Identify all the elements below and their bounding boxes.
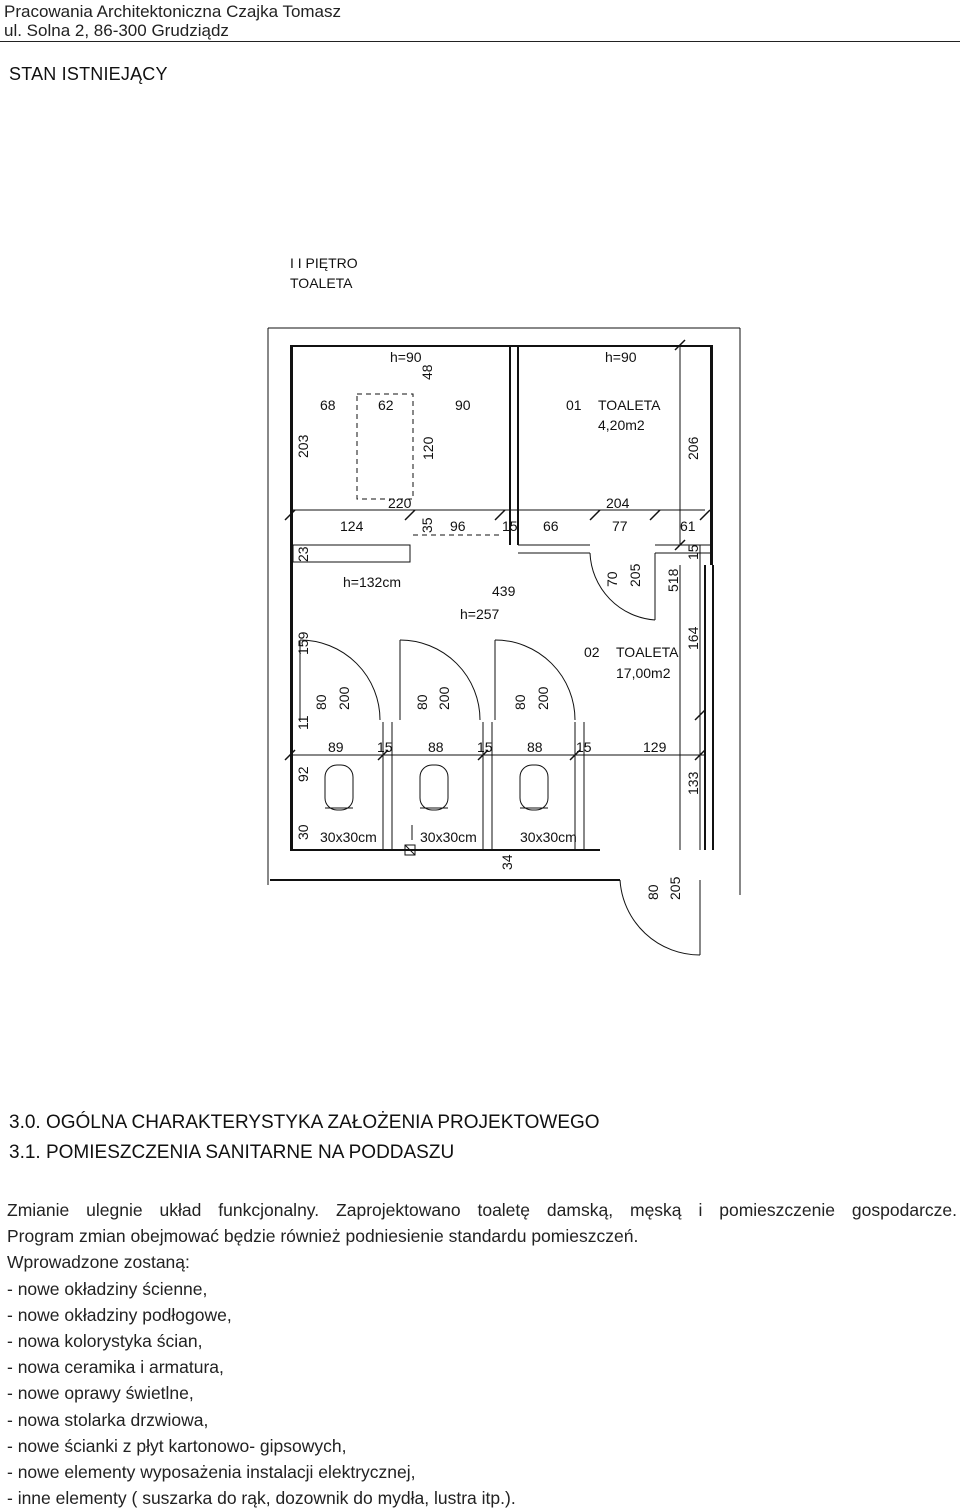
floor-plan bbox=[0, 240, 760, 960]
paragraph-line-2: Program zmian obejmować będzie również podniesienie standardu pomieszczeń. bbox=[7, 1226, 639, 1247]
tile-size-1: 30x30cm bbox=[320, 829, 377, 845]
tile-size-3: 30x30cm bbox=[520, 829, 577, 845]
dim-89: 89 bbox=[328, 739, 344, 755]
dim-80-c: 80 bbox=[512, 694, 528, 710]
list-item: - nowe elementy wyposażenia instalacji elektrycznej, bbox=[7, 1462, 416, 1483]
room-01-name: TOALETA bbox=[598, 397, 661, 413]
dim-220: 220 bbox=[388, 495, 412, 511]
paragraph-line-3: Wprowadzone zostaną: bbox=[7, 1252, 190, 1273]
dim-h90-a: h=90 bbox=[390, 349, 422, 365]
dim-88-b: 88 bbox=[527, 739, 543, 755]
dim-205-a: 205 bbox=[627, 563, 643, 587]
dim-77: 77 bbox=[612, 518, 628, 534]
dim-80-b: 80 bbox=[414, 694, 430, 710]
dim-164: 164 bbox=[685, 626, 701, 650]
dim-204: 204 bbox=[606, 495, 630, 511]
dim-92: 92 bbox=[295, 766, 311, 782]
dim-15-b: 15 bbox=[685, 544, 701, 560]
dim-48: 48 bbox=[419, 364, 435, 380]
paragraph-line-1: Zmianie ulegnie układ funkcjonalny. Zaprojektowano toaletę damską, męską i pomieszczenie gospodarcze. bbox=[7, 1200, 957, 1220]
dim-15-a: 15 bbox=[502, 518, 518, 534]
dim-205-b: 205 bbox=[667, 876, 683, 900]
section-heading-3-1: 3.1. POMIESZCZENIA SANITARNE NA PODDASZU bbox=[9, 1142, 455, 1163]
list-item: - nowe ścianki z płyt kartonowo- gipsowych, bbox=[7, 1435, 347, 1456]
room-02-number: 02 bbox=[584, 644, 600, 660]
dim-203: 203 bbox=[295, 434, 311, 458]
company-address: ul. Solna 2, 86-300 Grudziądz bbox=[4, 21, 229, 40]
dim-30: 30 bbox=[295, 824, 311, 840]
floor-label: I I PIĘTRO bbox=[290, 255, 358, 271]
document-header bbox=[4, 2, 341, 40]
dim-200-b: 200 bbox=[436, 686, 452, 710]
dim-23: 23 bbox=[295, 546, 311, 562]
dim-11: 11 bbox=[295, 715, 311, 730]
room-02-area: 17,00m2 bbox=[616, 665, 671, 681]
dim-15-d: 15 bbox=[477, 739, 493, 755]
dim-439: 439 bbox=[492, 583, 516, 599]
dim-15-c: 15 bbox=[377, 739, 393, 755]
list-item: - nowe oprawy świetlne, bbox=[7, 1383, 194, 1404]
list-item: - nowe okładziny ścienne, bbox=[7, 1278, 208, 1299]
dim-206: 206 bbox=[685, 436, 701, 460]
dim-90: 90 bbox=[455, 397, 471, 413]
state-title: STAN ISTNIEJĄCY bbox=[9, 64, 168, 84]
dim-518: 518 bbox=[665, 568, 681, 592]
dim-200-a: 200 bbox=[336, 686, 352, 710]
dim-15-e: 15 bbox=[576, 739, 592, 755]
dim-80-a: 80 bbox=[313, 694, 329, 710]
dim-124: 124 bbox=[340, 518, 364, 534]
dim-80-d: 80 bbox=[645, 884, 661, 900]
dim-159: 159 bbox=[295, 631, 311, 655]
header-divider bbox=[0, 41, 960, 42]
dim-h132: h=132cm bbox=[343, 574, 401, 590]
room-02-name: TOALETA bbox=[616, 644, 679, 660]
dim-h257: h=257 bbox=[460, 606, 500, 622]
dim-35: 35 bbox=[419, 517, 435, 533]
room-01-area: 4,20m2 bbox=[598, 417, 645, 433]
dim-66: 66 bbox=[543, 518, 559, 534]
dim-70: 70 bbox=[604, 571, 620, 587]
dim-133: 133 bbox=[685, 771, 701, 795]
description-text bbox=[7, 1197, 957, 1511]
dim-h90-b: h=90 bbox=[605, 349, 637, 365]
dim-68: 68 bbox=[320, 397, 336, 413]
list-item: - nowa kolorystyka ścian, bbox=[7, 1331, 203, 1352]
dim-88-a: 88 bbox=[428, 739, 444, 755]
list-item: - inne elementy ( suszarka do rąk, dozownik do mydła, lustra itp.). bbox=[7, 1488, 516, 1509]
list-item: - nowe okładziny podłogowe, bbox=[7, 1304, 232, 1325]
dim-129: 129 bbox=[643, 739, 667, 755]
company-name: Pracowania Architektoniczna Czajka Tomasz bbox=[4, 2, 342, 21]
dim-96: 96 bbox=[450, 518, 466, 534]
dim-200-c: 200 bbox=[535, 686, 551, 710]
dim-61: 61 bbox=[680, 518, 696, 534]
dim-34: 34 bbox=[499, 854, 515, 870]
list-item: - nowa ceramika i armatura, bbox=[7, 1357, 224, 1378]
room-01-number: 01 bbox=[566, 397, 582, 413]
dim-120: 120 bbox=[420, 436, 436, 460]
tile-size-2: 30x30cm bbox=[420, 829, 477, 845]
dim-62: 62 bbox=[378, 397, 394, 413]
list-item: - nowa stolarka drzwiowa, bbox=[7, 1409, 209, 1430]
section-heading-3-0: 3.0. OGÓLNA CHARAKTERYSTYKA ZAŁOŻENIA PROJEKTOWEGO bbox=[9, 1112, 600, 1133]
room-label: TOALETA bbox=[290, 275, 353, 291]
